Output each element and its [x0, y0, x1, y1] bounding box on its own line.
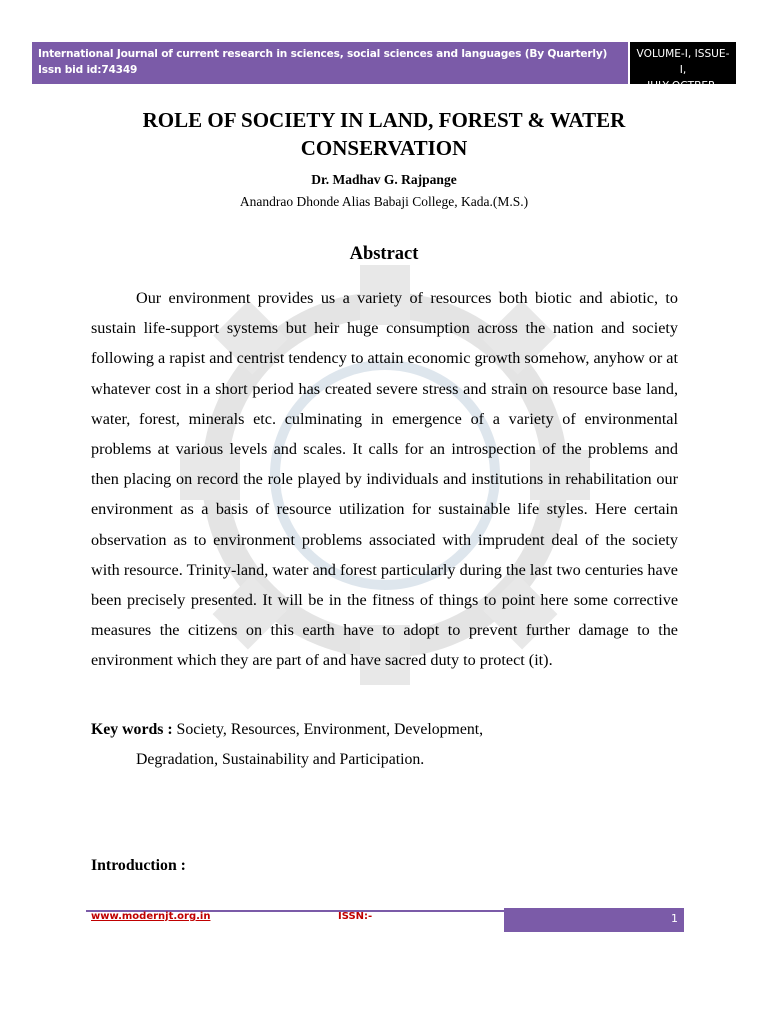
keywords-label: Key words : [91, 721, 173, 738]
journal-info [32, 42, 628, 84]
journal-name: International Journal of current research in sciences, social sciences and languages (By Quarterly) [38, 48, 608, 60]
volume-issue: VOLUME-I, ISSUE-I, [636, 48, 730, 76]
keywords-list-1: Society, Resources, Environment, Development, [172, 721, 484, 738]
footer-issn: ISSN:- [338, 911, 373, 922]
issue-date: JULY-OCTBER-2012 [647, 80, 719, 108]
author-affiliation: Anandrao Dhonde Alias Babaji College, Kada.(M.S.) [239, 194, 529, 209]
keywords-line-2: Degradation, Sustainability and Participation. [136, 751, 425, 768]
page-footer [86, 908, 684, 932]
title-line-2: CONSERVATION [300, 136, 468, 160]
abstract-heading: Abstract [349, 244, 419, 264]
abstract-text: Our environment provides us a variety of resources both biotic and abiotic, to sustain life-support systems but heir huge consumption across the nation and society following a rapist and centrist tendency to attain economic growth somehow, anyhow or at whatever cost in a short period has created severe stress and strain on resource base land, water, forest, minerals etc. culminating in emergence of a variety of environmental problems at various levels and scales. It calls for an introspection of the problems and then placing on record the role played by individuals and institutions in rehabilitation our environment as a basis of resource utilization for sustainable life styles. Here certain observation as to environment problems associated with imprudent deal of the society with resource. Trinity-land, water and forest particularly during the last two centuries have been precisely presented. It will be in the fitness of things to point here some corrective measures the citizens on this earth have to adopt to prevent further damage to the environment which they are part of and have sacred duty to protect (it). [91, 289, 678, 670]
keywords-block [91, 715, 678, 775]
paper-title [60, 106, 708, 162]
keywords-line-1 [91, 715, 678, 745]
introduction-heading: Introduction : [91, 857, 186, 874]
author-name: Dr. Madhav G. Rajpange [311, 172, 457, 187]
volume-info [628, 42, 736, 108]
title-line-1: ROLE OF SOCIETY IN LAND, FOREST & WATER [142, 108, 626, 132]
journal-issn: Issn bid id:74349 [38, 64, 138, 76]
page-number: 1 [504, 908, 684, 932]
journal-website-link[interactable]: www.modernjt.org.in [91, 911, 211, 922]
journal-header [32, 42, 736, 108]
